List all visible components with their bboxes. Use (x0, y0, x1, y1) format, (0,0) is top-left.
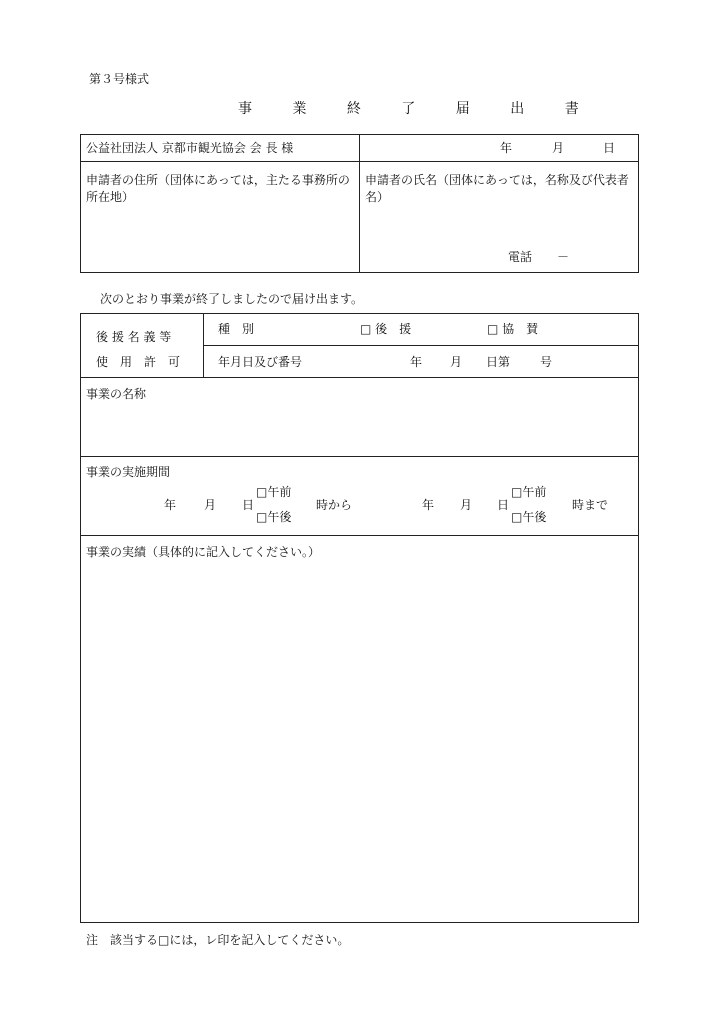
applicant-table-column-divider (359, 134, 360, 273)
end-time-suffix: 時まで (572, 498, 609, 512)
project-name-label: 事業の名称 (86, 387, 147, 401)
phone-label: 電話 (508, 250, 533, 264)
start-day-label: 日 (242, 498, 255, 512)
end-year-label: 年 (422, 498, 435, 512)
start-month-label: 月 (204, 498, 217, 512)
start-am-checkbox[interactable]: □午前 (256, 485, 292, 499)
permit-day-number-label: 日第 (486, 355, 511, 369)
end-month-label: 月 (460, 498, 473, 512)
start-time-suffix: 時から (316, 498, 353, 512)
footnote: 注 該当する□には，レ印を記入してください。 (86, 933, 350, 947)
permit-year-label: 年 (410, 355, 423, 369)
option-kouen-checkbox[interactable]: □ 後 援 (360, 322, 412, 336)
phone-dash: － (557, 250, 570, 264)
option-kyousan-checkbox[interactable]: □ 協 賛 (487, 322, 539, 336)
sponsorship-label-line2: 使 用 許 可 (96, 355, 181, 369)
end-day-label: 日 (497, 498, 510, 512)
form-number: 第３号様式 (89, 72, 150, 86)
date-day-label: 日 (603, 141, 616, 155)
report-table (80, 313, 639, 923)
sponsorship-section-divider (80, 377, 639, 378)
results-label: 事業の実績（具体的に記入してください。） (86, 545, 321, 559)
recipient-text: 公益社団法人 京都市観光協会 会 長 様 (86, 141, 294, 155)
permit-number-suffix: 号 (540, 355, 553, 369)
date-month-label: 月 (552, 141, 565, 155)
date-number-label: 年月日及び番号 (218, 355, 303, 369)
project-name-section-divider (80, 456, 639, 457)
page-title: 事 業 終 了 届 出 書 (238, 101, 597, 117)
intro-text: 次のとおり事業が終了しましたので届け出ます。 (100, 292, 364, 306)
type-label: 種 別 (218, 322, 255, 336)
sponsorship-label-line1: 後 援 名 義 等 (96, 330, 172, 344)
sponsorship-row-divider (203, 345, 639, 346)
end-am-checkbox[interactable]: □午前 (511, 485, 547, 499)
start-year-label: 年 (164, 498, 177, 512)
period-section-divider (80, 535, 639, 536)
applicant-name-label: 申請者の氏名（団体にあっては，名称及び代表者名） (365, 173, 629, 204)
period-label: 事業の実施期間 (86, 465, 171, 479)
start-pm-checkbox[interactable]: □午後 (256, 510, 292, 524)
permit-month-label: 月 (450, 355, 463, 369)
applicant-address-label: 申請者の住所（団体にあっては，主たる事務所の所在地） (86, 173, 350, 204)
date-year-label: 年 (500, 141, 513, 155)
end-pm-checkbox[interactable]: □午後 (511, 510, 547, 524)
